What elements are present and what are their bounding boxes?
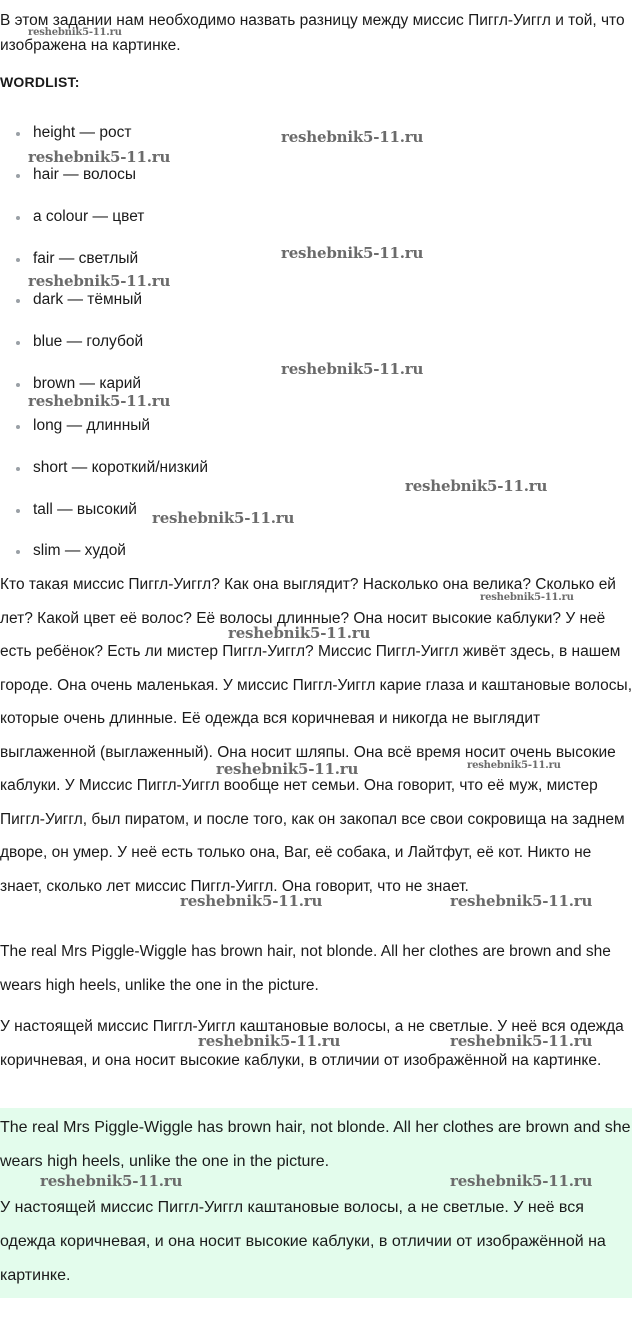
- watermark: reshebnik5-11.ru: [198, 1032, 341, 1050]
- word-item: a colour — цвет: [33, 208, 145, 225]
- watermark: reshebnik5-11.ru: [450, 1032, 593, 1050]
- word-item: short — короткий/низкий: [33, 459, 208, 476]
- watermark: reshebnik5-11.ru: [228, 624, 371, 642]
- watermark: reshebnik5-11.ru: [480, 592, 574, 603]
- intro-text: В этом задании нам необходимо назвать разницу между миссис Пиггл-Уиггл и той, что изображена на картинке.: [0, 12, 625, 54]
- word-item: brown — карий: [33, 375, 142, 392]
- word-item: tall — высокий: [33, 501, 137, 518]
- watermark: reshebnik5-11.ru: [40, 1172, 183, 1190]
- watermark: reshebnik5-11.ru: [152, 509, 295, 527]
- highlight-answer-ru: У настоящей миссис Пиггл-Уиггл каштановые волосы, а не светлые. У неё вся одежда коричневая, и она носит высокие каблуки, в отличии от изображённой на картинке.: [0, 1199, 606, 1284]
- watermark: reshebnik5-11.ru: [281, 360, 424, 378]
- wordlist-heading: WORDLIST:: [0, 74, 80, 90]
- watermark: reshebnik5-11.ru: [450, 892, 593, 910]
- watermark: reshebnik5-11.ru: [405, 477, 548, 495]
- word-item: long — длинный: [33, 417, 151, 434]
- answer-en: The real Mrs Piggle-Wiggle has brown hair, not blonde. All her clothes are brown and she wears high heels, unlike the one in the picture.: [0, 943, 611, 994]
- watermark: reshebnik5-11.ru: [28, 148, 171, 166]
- word-item: dark — тёмный: [33, 291, 142, 308]
- watermark: reshebnik5-11.ru: [281, 128, 424, 146]
- watermark: reshebnik5-11.ru: [450, 1172, 593, 1190]
- watermark: reshebnik5-11.ru: [216, 760, 359, 778]
- answer-ru: У настоящей миссис Пиггл-Уиггл каштановые волосы, а не светлые. У неё вся одежда коричневая, и она носит высокие каблуки, в отличии от изображённой на картинке.: [0, 1018, 624, 1069]
- watermark: reshebnik5-11.ru: [28, 272, 171, 290]
- story-text-ru: Кто такая миссис Пиггл-Уиггл? Как она выглядит? Насколько она велика? Сколько ей лет? Какой цвет её волос? Её волосы длинные? Она носит высокие каблуки? У неё есть ребёнок? Есть ли мистер Пиггл-Уиггл? Миссис Пиггл-Уиггл живёт здесь, в нашем городе. Она очень маленькая. У миссис Пиггл-Уиггл карие глаза и каштановые волосы, которые очень длинные. Её одежда вся коричневая и никогда не выглядит выглаженной (выглаженный). Она носит шляпы. Она всё время носит очень высокие каблуки. У Миссис Пиггл-Уиггл вообще нет семьи. Она говорит, что её муж, мистер Пиггл-Уиггл, был пиратом, и после того, как он закопал все свои сокровища на заднем дворе, он умер. У неё есть только она, Ваг, её собака, и Лайтфут, её кот. Никто не знает, сколько лет миссис Пиггл-Уиггл. Она говорит, что не знает.: [0, 576, 632, 895]
- word-item: blue — голубой: [33, 333, 144, 350]
- answer-highlight-box: [0, 1108, 632, 1298]
- word-item: slim — худой: [33, 542, 126, 559]
- word-item: fair — светлый: [33, 250, 139, 267]
- word-item: height — рост: [33, 124, 132, 141]
- highlight-answer-en: The real Mrs Piggle-Wiggle has brown hair, not blonde. All her clothes are brown and she wears high heels, unlike the one in the picture.: [0, 1119, 631, 1170]
- watermark: reshebnik5-11.ru: [180, 892, 323, 910]
- watermark: reshebnik5-11.ru: [28, 27, 122, 38]
- watermark: reshebnik5-11.ru: [467, 760, 561, 771]
- watermark: reshebnik5-11.ru: [281, 244, 424, 262]
- word-item: hair — волосы: [33, 166, 137, 183]
- watermark: reshebnik5-11.ru: [28, 392, 171, 410]
